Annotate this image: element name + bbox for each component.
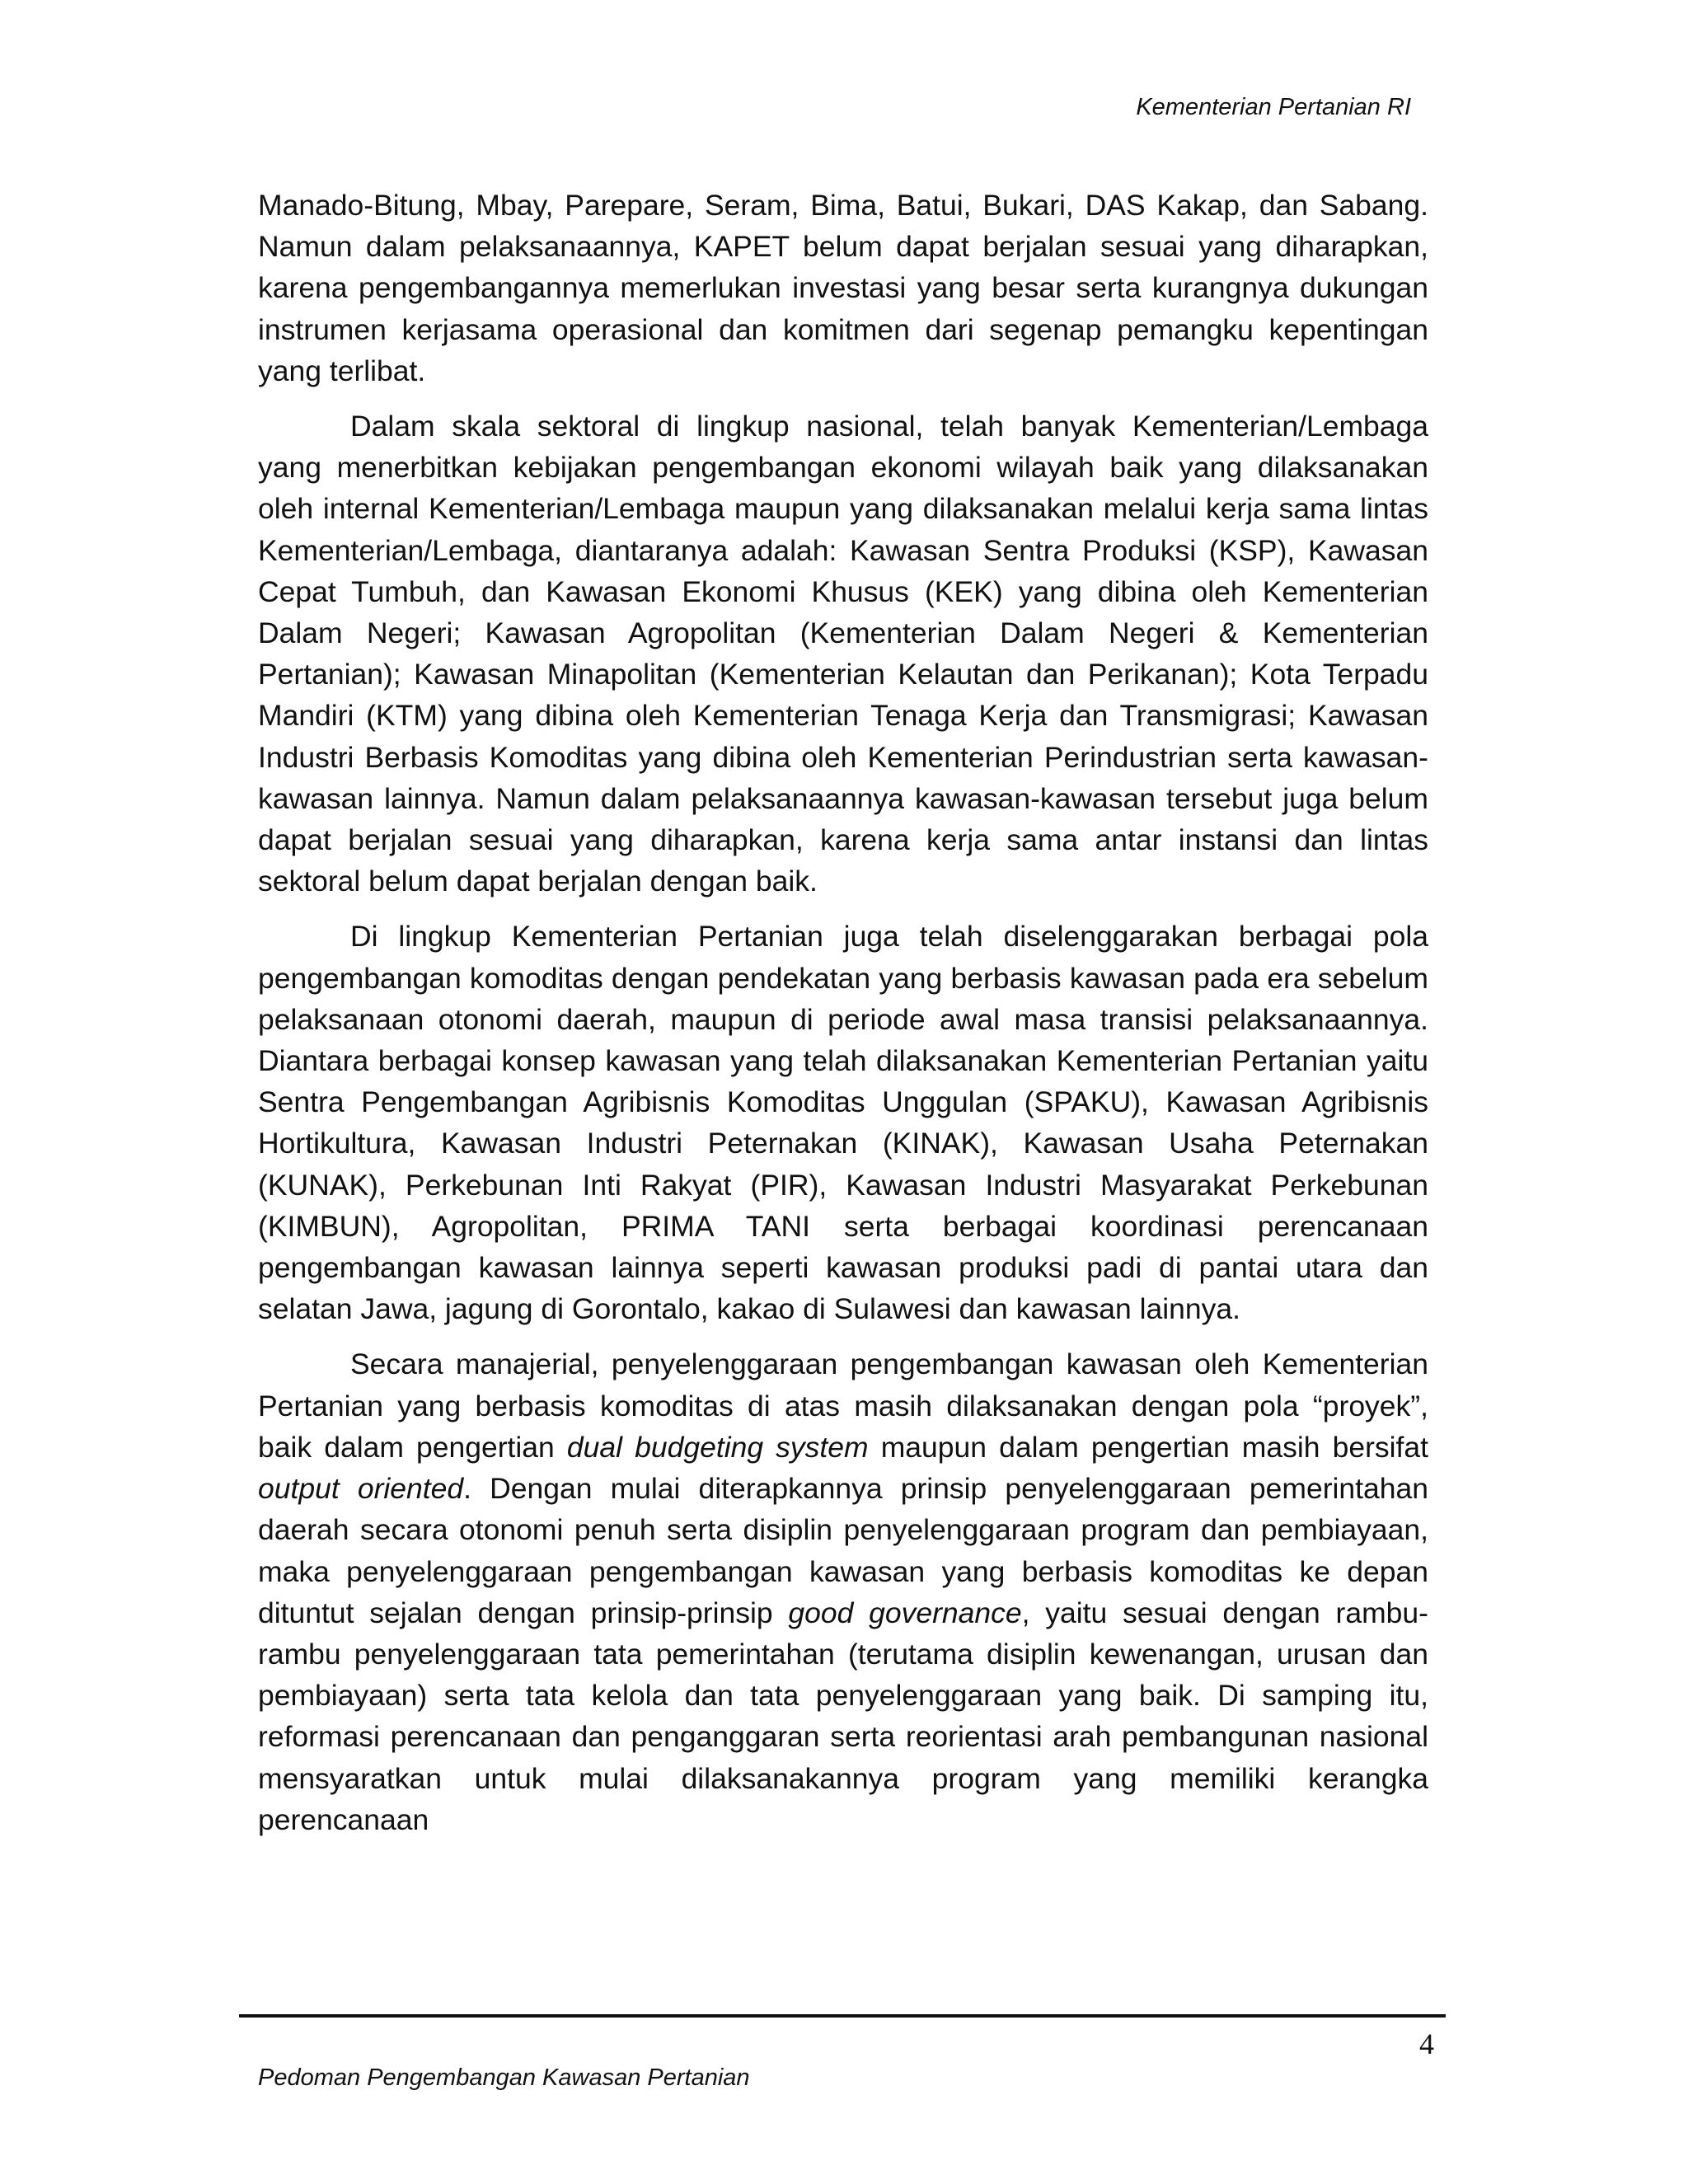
running-header: Kementerian Pertanian RI xyxy=(1136,94,1411,120)
paragraph-text: Di lingkup Kementerian Pertanian juga telah diselenggarakan berbagai pola pengembangan komoditas dengan pendekatan yang berbasis kawasan pada era sebelum pelaksanaan otonomi daerah, maupun di periode awal masa transisi pelaksanaannya. Diantara berbagai konsep kawasan yang telah dilaksanakan Kementerian Pertanian yaitu Sentra Pengembangan Agribisnis Komoditas Unggulan (SPAKU), Kawasan Agribisnis Hortikultura, Kawasan Industri Peternakan (KINAK), Kawasan Usaha Peternakan (KUNAK), Perkebunan Inti Rakyat (PIR), Kawasan Industri Masyarakat Perkebunan (KIMBUN), Agropolitan, PRIMA TANI serta berbagai koordinasi perencanaan pengembangan kawasan lainnya seperti kawasan produksi padi di pantai utara dan selatan Jawa, jagung di Gorontalo, kakao di Sulawesi dan kawasan lainnya. xyxy=(258,920,1428,1326)
paragraph-text: . Dengan mulai diterapkannya prinsip penyelenggaraan pemerintahan daerah secara otonomi penuh serta disiplin penyelenggaraan program dan pembiayaan, maka penyelenggaraan pengembangan kawasan yang berbasis komoditas ke depan dituntut sejalan dengan prinsip-prinsip xyxy=(258,1472,1428,1629)
running-footer: Pedoman Pengembangan Kawasan Pertanian xyxy=(258,2064,750,2091)
footer-divider xyxy=(239,2014,1446,2018)
paragraph-text: Dalam skala sektoral di lingkup nasional, telah banyak Kementerian/Lembaga yang menerbitkan kebijakan pengembangan ekonomi wilayah baik yang dilaksanakan oleh internal Kementerian/Lembaga maupun yang dilaksanakan melalui kerja sama lintas Kementerian/Lembaga, diantaranya adalah: Kawasan Sentra Produksi (KSP), Kawasan Cepat Tumbuh, dan Kawasan Ekonomi Khusus (KEK) yang dibina oleh Kementerian Dalam Negeri; Kawasan Agropolitan (Kementerian Dalam Negeri & Kementerian Pertanian); Kawasan Minapolitan (Kementerian Kelautan dan Perikanan); Kota Terpadu Mandiri (KTM) yang dibina oleh Kementerian Tenaga Kerja dan Transmigrasi; Kawasan Industri Berbasis Komoditas yang dibina oleh Kementerian Perindustrian serta kawasan-kawasan lainnya. Namun dalam pelaksanaannya kawasan-kawasan tersebut juga belum dapat berjalan sesuai yang diharapkan, karena kerja sama antar instansi dan lintas sektoral belum dapat berjalan dengan baik. xyxy=(258,410,1428,898)
paragraph-text: Secara manajerial, penyelenggaraan pengembangan kawasan oleh Kementerian Pertanian yang berbasis komoditas di atas masih dilaksanakan dengan pola “proyek”, baik dalam pengertian xyxy=(258,1347,1428,1464)
paragraph-kapet-continuation xyxy=(258,185,1428,391)
body-text xyxy=(258,185,1428,1840)
paragraph-sectoral-policies xyxy=(258,405,1428,902)
italic-term: dual budgeting system xyxy=(566,1430,869,1464)
paragraph-text: Manado-Bitung, Mbay, Parepare, Seram, Bima, Batui, Bukari, DAS Kakap, dan Sabang. Namun dalam pelaksanaannya, KAPET belum dapat berjalan sesuai yang diharapkan, karena pengembangannya memerlukan investasi yang besar serta kurangnya dukungan instrumen kerjasama operasional dan komitmen dari segenap pemangku kepentingan yang terlibat. xyxy=(258,189,1428,387)
paragraph-text: , yaitu sesuai dengan rambu-rambu penyelenggaraan tata pemerintahan (terutama disiplin kewenangan, urusan dan pembiayaan) serta tata kelola dan tata penyelenggaraan yang baik. Di samping itu, reformasi perencanaan dan penganggaran serta reorientasi arah pembangunan nasional mensyaratkan untuk mulai dilaksanakannya program yang memiliki kerangka perencanaan xyxy=(258,1596,1428,1836)
italic-term: good governance xyxy=(788,1596,1022,1629)
page-number: 4 xyxy=(1419,2027,1434,2060)
italic-term: output oriented xyxy=(258,1472,464,1506)
paragraph-managerial xyxy=(258,1343,1428,1840)
paragraph-ministry-programs xyxy=(258,916,1428,1329)
paragraph-text: maupun dalam pengertian masih bersifat xyxy=(868,1430,1428,1464)
